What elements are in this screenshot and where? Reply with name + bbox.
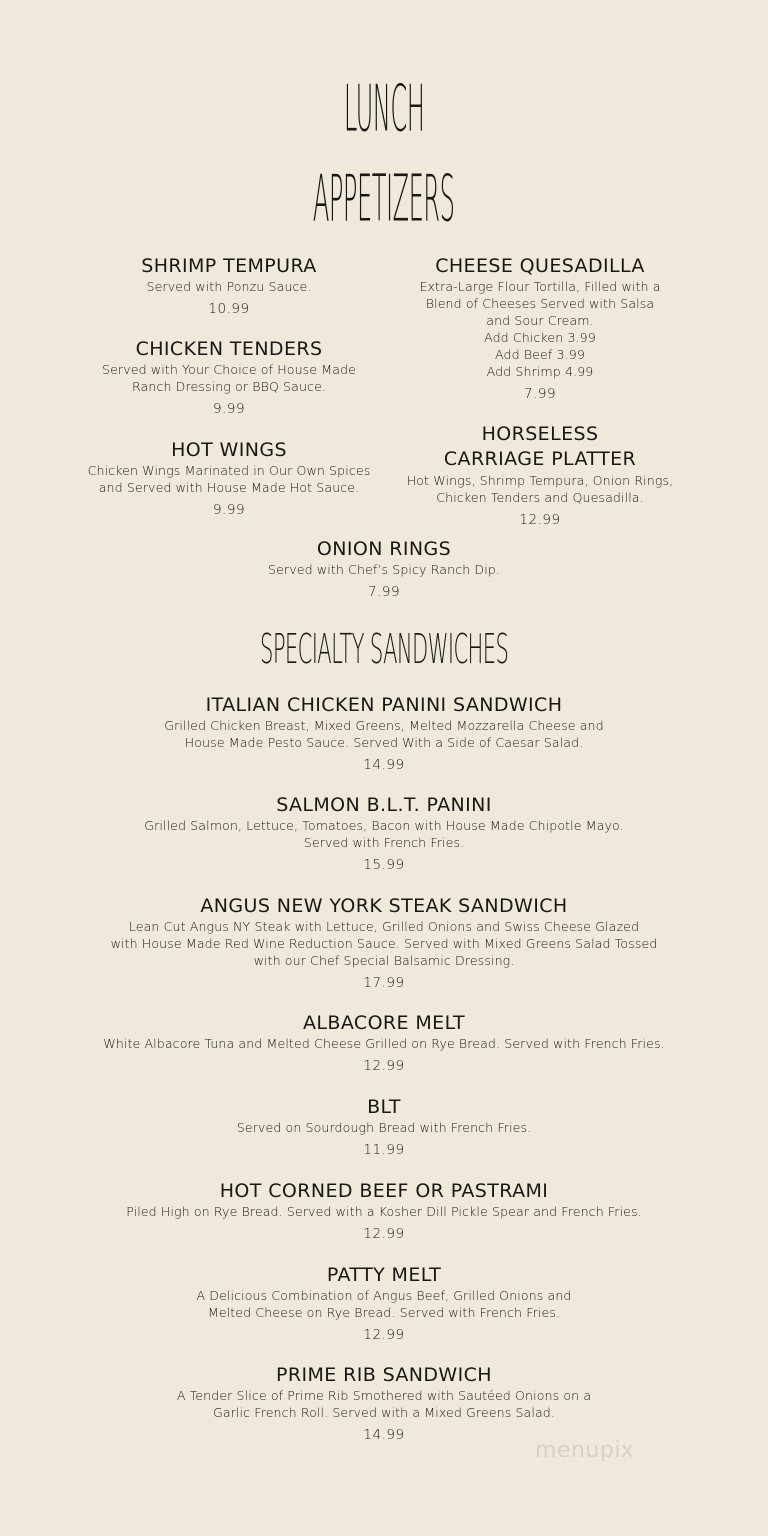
item-price: 14.99 (363, 757, 405, 773)
item-name: PATTY MELT (326, 1264, 442, 1286)
item-name: ITALIAN CHICKEN PANINI SANDWICH (205, 694, 563, 716)
menu-item-salmon-blt-panini (34, 794, 734, 874)
menupix-watermark: menupix (535, 1438, 635, 1463)
menu-item-hot-wings (40, 439, 418, 519)
menu-item-chicken-tenders (40, 338, 418, 418)
menu-item-shrimp-tempura (40, 255, 418, 318)
menu-item-prime-rib-sandwich (34, 1364, 734, 1444)
item-price: 12.99 (363, 1226, 405, 1242)
item-description: Piled High on Rye Bread. Served with a Kosher Dill Pickle Spear and French Fries. (126, 1204, 642, 1219)
item-description: Grilled Salmon, Lettuce, Tomatoes, Bacon with House Made Chipotle Mayo. Served with French Fries. (144, 818, 624, 850)
item-name: PRIME RIB SANDWICH (276, 1364, 492, 1386)
item-name: CHEESE QUESADILLA (435, 255, 645, 277)
item-description: Grilled Chicken Breast, Mixed Greens, Melted Mozzarella Cheese and House Made Pesto Sauce. Served With a Side of Caesar Salad. (164, 718, 604, 750)
lunch-heading: LUNCH (343, 72, 425, 147)
item-price: 9.99 (212, 401, 246, 417)
item-price: 7.99 (523, 386, 557, 402)
item-description: A Delicious Combination of Angus Beef, Grilled Onions and Melted Cheese on Rye Bread. Served with French Fries. (196, 1288, 572, 1320)
addon-beef: Add Beef 3.99 (495, 347, 585, 362)
item-price: 12.99 (363, 1327, 405, 1343)
menu-item-cheese-quesadilla (390, 255, 690, 403)
item-name: CHICKEN TENDERS (135, 338, 323, 360)
item-price: 11.99 (363, 1142, 405, 1158)
item-description: Served with Your Choice of House Made Ranch Dressing or BBQ Sauce. (101, 362, 357, 394)
item-description: Hot Wings, Shrimp Tempura, Onion Rings, Chicken Tenders and Quesadilla. (406, 473, 674, 505)
menu-item-onion-rings (84, 538, 684, 601)
menu-item-hot-corned-beef-or-pastrami (34, 1180, 734, 1243)
menu-item-albacore-melt (34, 1012, 734, 1075)
appetizers-heading: APPETIZERS (313, 162, 455, 237)
item-description: Served with Ponzu Sauce. (146, 279, 312, 294)
addon-shrimp: Add Shrimp 4.99 (486, 364, 594, 379)
item-name: BLT (367, 1096, 401, 1118)
item-description: White Albacore Tuna and Melted Cheese Grilled on Rye Bread. Served with French Fries. (103, 1036, 665, 1051)
specialty-sandwiches-heading: SPECIALTY SANDWICHES (259, 626, 509, 674)
item-name: ALBACORE MELT (303, 1012, 465, 1034)
item-description: Chicken Wings Marinated in Our Own Spices and Served with House Made Hot Sauce. (87, 463, 371, 495)
menu-item-italian-chicken-panini (34, 694, 734, 774)
item-description: Extra-Large Flour Tortilla, Filled with a Blend of Cheeses Served with Salsa and Sour Cream. (419, 279, 661, 328)
addon-chicken: Add Chicken 3.99 (484, 330, 596, 345)
menu-item-patty-melt (34, 1264, 734, 1344)
item-price: 9.99 (212, 502, 246, 518)
item-price: 12.99 (363, 1058, 405, 1074)
item-price: 7.99 (367, 584, 401, 600)
item-description: Served on Sourdough Bread with French Fries. (236, 1120, 532, 1135)
item-description: Lean Cut Angus NY Steak with Lettuce, Grilled Onions and Swiss Cheese Glazed with House Made Red Wine Reduction Sauce. Served with Mixed Greens Salad Tossed with our Chef Special Balsamic Dressing. (110, 919, 658, 968)
menu-item-horseless-carriage-platter (390, 422, 690, 529)
item-description: Served with Chef’s Spicy Ranch Dip. (267, 562, 500, 577)
menu-item-angus-ny-steak-sandwich (34, 895, 734, 992)
item-name: HOT WINGS (171, 439, 287, 461)
item-name: HORSELESS CARRIAGE PLATTER (443, 423, 637, 470)
item-price: 17.99 (363, 975, 405, 991)
item-description: A Tender Slice of Prime Rib Smothered with Sautéed Onions on a Garlic French Roll. Served with a Mixed Greens Salad. (176, 1388, 592, 1420)
item-price: 14.99 (363, 1427, 405, 1443)
item-name: SHRIMP TEMPURA (141, 255, 317, 277)
item-price: 12.99 (519, 512, 561, 528)
menu-item-blt (34, 1096, 734, 1159)
item-name: ONION RINGS (316, 538, 452, 560)
item-name: SALMON B.L.T. PANINI (276, 794, 492, 816)
item-price: 15.99 (363, 857, 405, 873)
item-name: HOT CORNED BEEF OR PASTRAMI (219, 1180, 549, 1202)
item-name: ANGUS NEW YORK STEAK SANDWICH (200, 895, 568, 917)
item-price: 10.99 (208, 301, 250, 317)
